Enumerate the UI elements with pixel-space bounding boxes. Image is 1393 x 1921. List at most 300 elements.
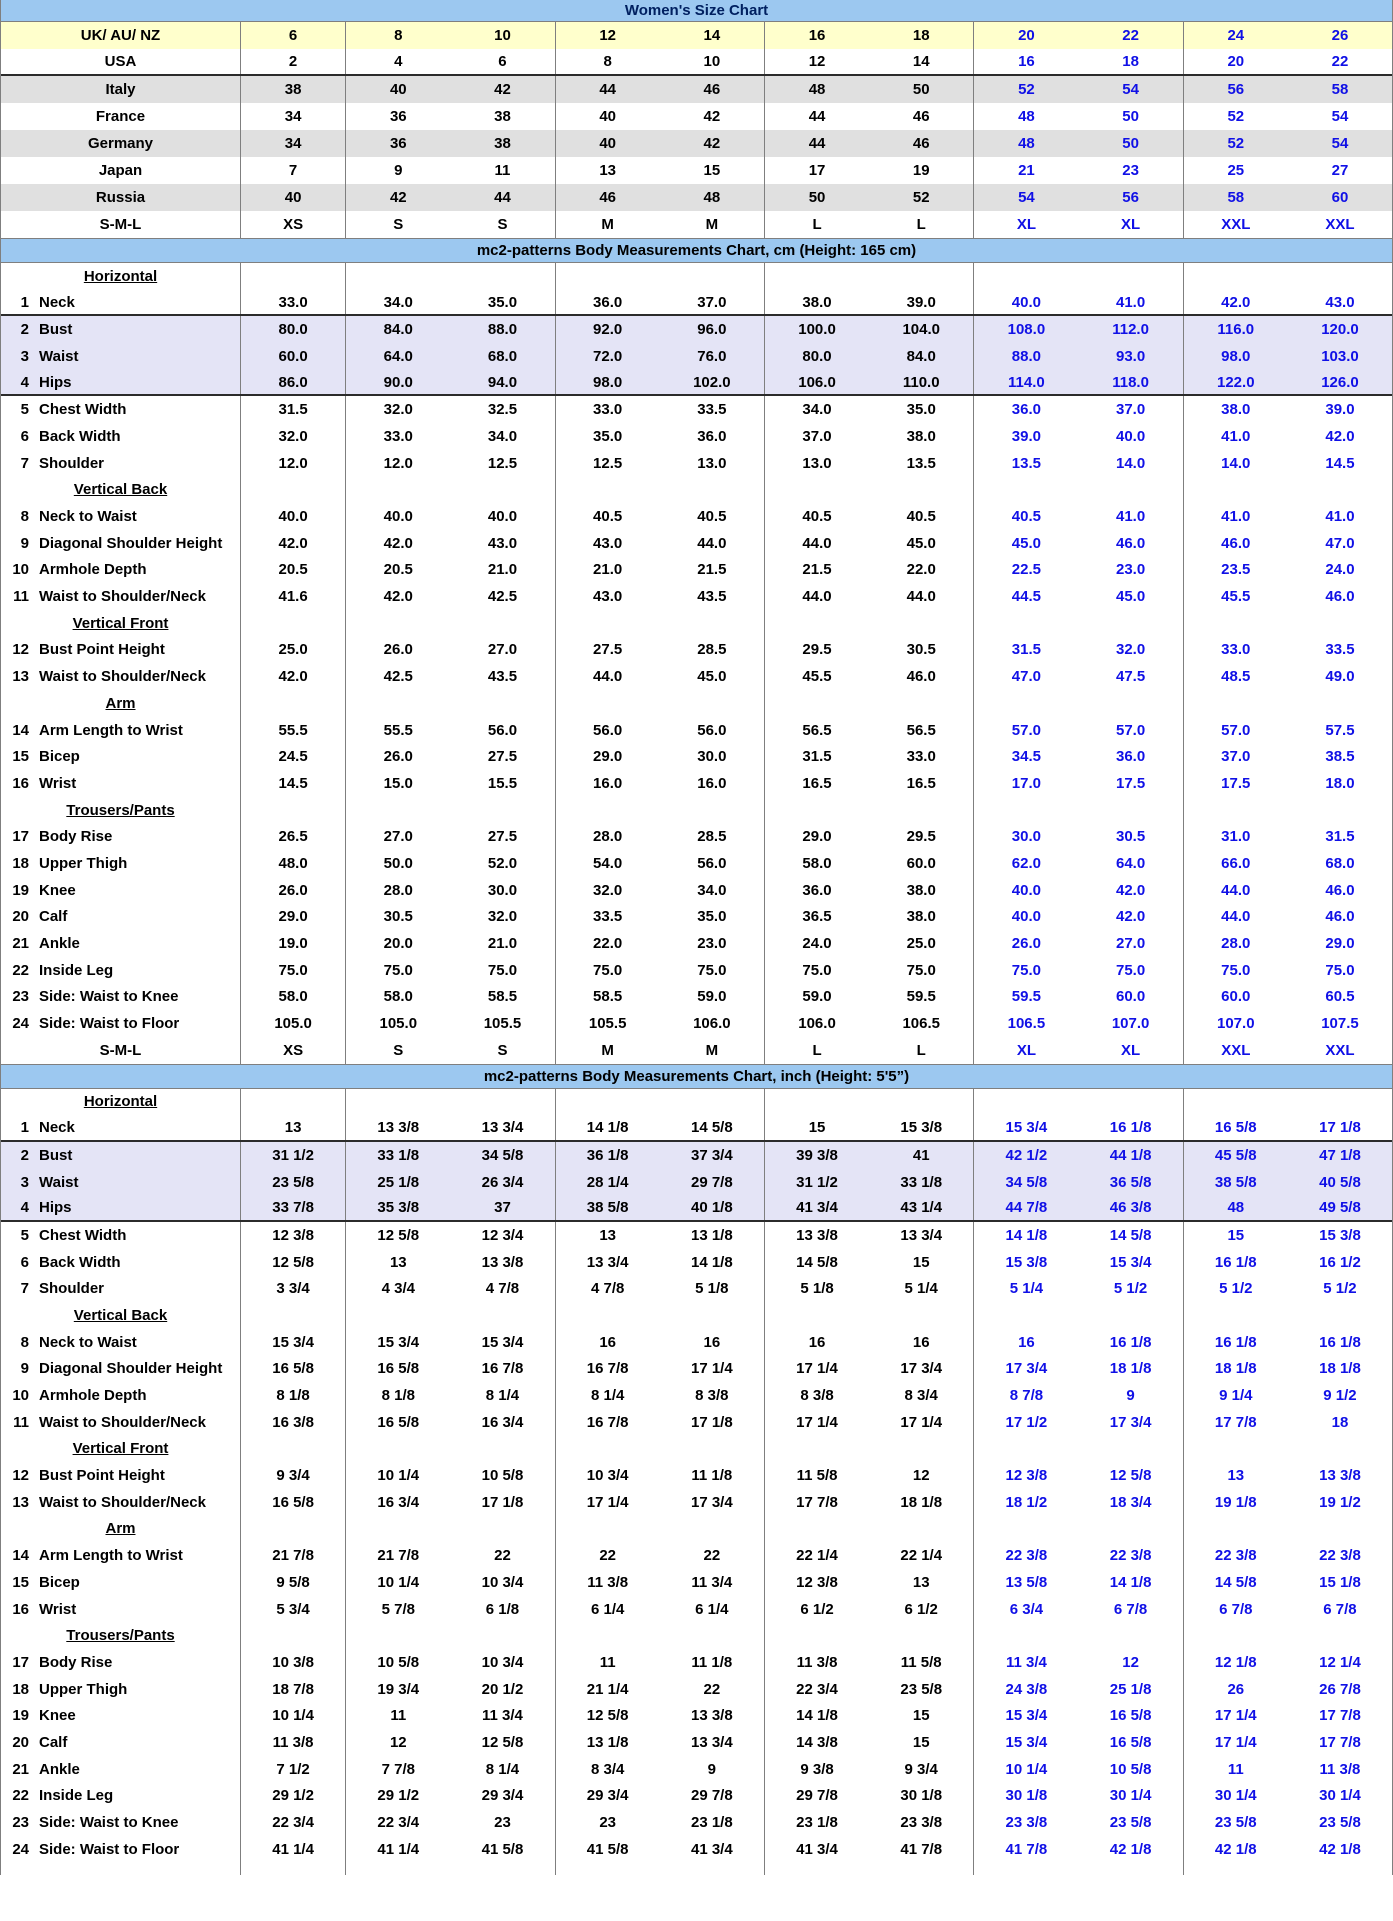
row-label: 3 Waist [1, 343, 241, 370]
row-label: S-M-L [1, 211, 241, 238]
value-cell: 106.5 [869, 1010, 974, 1037]
value-cell: 21 [1018, 162, 1035, 179]
value-cell [556, 1516, 660, 1543]
value-cell: 30 1/4 [1079, 1783, 1184, 1810]
value-cell: 27.5 [450, 743, 555, 770]
value-cell: 12 [869, 1462, 974, 1489]
value-cell [869, 477, 974, 504]
value-cell [1079, 797, 1184, 824]
section-label: Arm [1, 1516, 241, 1543]
value-cell: 34 5/8 [450, 1142, 555, 1169]
value-cell: 37.0 [660, 290, 765, 315]
value-cell: 58.5 [450, 984, 555, 1011]
value-cell: 17.0 [1011, 774, 1041, 792]
value-cell: 8 7/8 [1009, 1387, 1044, 1405]
value-cell: 47 1/8 [1319, 1146, 1361, 1164]
value-cell [450, 610, 555, 637]
table-row [1, 423, 1392, 450]
value-cell: 37 [450, 1195, 555, 1220]
value-cell: 23.0 [660, 930, 765, 957]
value-cell: 58 [1331, 81, 1349, 98]
value-cell: 43 1/4 [869, 1195, 974, 1220]
value-cell: 31.5 [1325, 828, 1355, 846]
value-cell: 41 3/4 [796, 1199, 838, 1217]
value-cell: 80.0 [241, 316, 346, 343]
value-cell: 32.0 [593, 881, 623, 899]
value-cell: 15 [869, 1249, 974, 1276]
value-cell: 17 1/4 [796, 1413, 838, 1431]
value-cell: 26 3/4 [450, 1169, 555, 1196]
value-cell: 43.0 [450, 530, 555, 557]
value-cell [660, 1622, 765, 1649]
value-cell: 29.0 [1325, 935, 1355, 953]
value-cell: 15.5 [450, 770, 555, 797]
value-cell: 68.0 [450, 343, 555, 370]
value-cell [1079, 1622, 1184, 1649]
value-cell: 5 1/8 [660, 1275, 765, 1302]
value-cell: 14 3/8 [796, 1733, 838, 1751]
value-cell: 39.0 [1011, 427, 1041, 445]
value-cell: 48 [660, 184, 765, 211]
value-cell: 30.5 [1079, 823, 1184, 850]
row-label: 2 Bust [1, 316, 241, 343]
table-row [1, 130, 1392, 157]
value-cell [346, 797, 450, 824]
value-cell: 44.0 [660, 530, 765, 557]
value-cell: 59.0 [660, 984, 765, 1011]
table-row [1, 1249, 1392, 1276]
value-cell: 55.5 [383, 721, 413, 739]
value-cell: 46.0 [1079, 530, 1184, 557]
value-cell: 34.0 [660, 877, 765, 904]
value-cell [869, 610, 974, 637]
value-cell [869, 1436, 974, 1463]
table-row [1, 530, 1392, 557]
value-cell: 47.0 [1325, 534, 1355, 552]
value-cell: 75.0 [1011, 961, 1041, 979]
value-cell: S [450, 211, 555, 238]
value-cell [241, 1436, 346, 1463]
value-cell [1184, 610, 1288, 637]
value-cell: 43.0 [593, 588, 623, 606]
value-cell [660, 1863, 765, 1875]
value-cell: 22.0 [593, 935, 623, 953]
value-cell: 31.5 [802, 748, 832, 766]
table-row [1, 103, 1392, 130]
value-cell: 29 7/8 [660, 1783, 765, 1810]
value-cell: 16.5 [869, 770, 974, 797]
value-cell: 33.0 [593, 401, 623, 419]
value-cell: 23 5/8 [869, 1676, 974, 1703]
value-cell: 30.0 [1011, 828, 1041, 846]
value-cell: 30.5 [869, 637, 974, 664]
value-cell: 29.0 [593, 748, 623, 766]
value-cell: 11 1/8 [660, 1462, 765, 1489]
value-cell: 20.5 [383, 561, 413, 579]
value-cell [1184, 477, 1288, 504]
value-cell: 45.0 [869, 530, 974, 557]
value-cell: 42.0 [1221, 293, 1251, 311]
value-cell: 11 3/4 [660, 1569, 765, 1596]
value-cell: 118.0 [1079, 370, 1184, 395]
value-cell: 22 [660, 1542, 765, 1569]
row-label: 5 Chest Width [1, 1222, 241, 1249]
row-label: 6 Back Width [1, 423, 241, 450]
value-cell: 84.0 [383, 321, 413, 339]
value-cell: 60.5 [1325, 988, 1355, 1006]
section-label: Vertical Back [1, 477, 241, 504]
value-cell: 16 [1018, 53, 1035, 70]
value-cell: 46 [869, 103, 974, 130]
row-label: Italy [1, 76, 241, 103]
table-row [1, 1676, 1392, 1703]
value-cell: 31.0 [1221, 828, 1251, 846]
value-cell: 42 1/8 [1214, 1840, 1257, 1858]
value-cell: L [869, 211, 974, 238]
row-label: Russia [1, 184, 241, 211]
value-cell: 40.5 [660, 503, 765, 530]
table-row [1, 663, 1392, 690]
value-cell: 18 1/8 [1319, 1360, 1361, 1378]
row-label: 21 Ankle [1, 1756, 241, 1783]
value-cell: 30 1/4 [1214, 1787, 1257, 1805]
value-cell: 12 1/4 [1319, 1653, 1361, 1671]
value-cell: 25 [1227, 162, 1245, 179]
section-row [1, 1516, 1392, 1543]
table-row [1, 1037, 1392, 1064]
value-cell: 36 [389, 108, 407, 125]
value-cell: 18 1/8 [869, 1489, 974, 1516]
row-label: 18 Upper Thigh [1, 1676, 241, 1703]
value-cell: 36 [389, 135, 407, 152]
value-cell: 16 5/8 [1079, 1702, 1184, 1729]
value-cell: 13.0 [660, 450, 765, 477]
table-row [1, 22, 1392, 49]
value-cell: 26.0 [1011, 935, 1041, 953]
table-row [1, 184, 1392, 211]
value-cell [765, 477, 869, 504]
value-cell: 4 7/8 [590, 1280, 625, 1298]
value-cell: 98.0 [593, 373, 623, 391]
value-cell: 88.0 [1011, 347, 1041, 365]
value-cell: 33.5 [593, 908, 623, 926]
value-cell: 44.0 [869, 583, 974, 610]
value-cell: 33.0 [383, 427, 413, 445]
value-cell: 18 [869, 22, 974, 49]
value-cell [241, 263, 346, 290]
value-cell: 11 3/8 [587, 1573, 629, 1591]
value-cell: 13 3/8 [1319, 1467, 1361, 1485]
value-cell [974, 263, 1078, 290]
value-cell: 59.5 [1011, 988, 1041, 1006]
value-cell: 28 1/4 [586, 1173, 629, 1191]
value-cell [1184, 1622, 1288, 1649]
value-cell: 34.0 [802, 401, 832, 419]
value-cell: 42.0 [1079, 904, 1184, 931]
value-cell: 16 3/4 [377, 1493, 420, 1511]
value-cell: 14 [660, 22, 765, 49]
value-cell: 42 1/2 [1005, 1146, 1048, 1164]
value-cell [660, 263, 765, 290]
value-cell: 16 1/8 [1319, 1333, 1361, 1351]
value-cell: 6 [241, 22, 346, 49]
value-cell: 92.0 [593, 321, 623, 339]
value-cell: 16 5/8 [377, 1413, 420, 1431]
value-cell: 12 [599, 27, 616, 44]
value-cell: XL [1016, 1041, 1036, 1059]
table-row [1, 1809, 1392, 1836]
value-cell: 3 3/4 [241, 1275, 346, 1302]
value-cell: 29.0 [802, 828, 832, 846]
value-cell: 16.5 [802, 774, 832, 792]
value-cell: 17.5 [1221, 774, 1251, 792]
value-cell: 45.0 [1079, 583, 1184, 610]
table-row [1, 743, 1392, 770]
value-cell [1288, 1863, 1392, 1875]
value-cell: 105.0 [379, 1015, 418, 1033]
value-cell: 120.0 [1321, 321, 1359, 339]
value-cell: 105.5 [450, 1010, 555, 1037]
value-cell: 10 1/4 [377, 1573, 420, 1591]
table-row [1, 1275, 1392, 1302]
value-cell: 49 5/8 [1319, 1199, 1361, 1217]
value-cell: XXL [1221, 1041, 1251, 1059]
value-cell: 84.0 [869, 343, 974, 370]
value-cell: 56.0 [450, 717, 555, 744]
value-cell: 40.0 [383, 508, 413, 526]
value-cell: 23 5/8 [241, 1169, 346, 1196]
value-cell: 86.0 [241, 370, 346, 395]
value-cell: 18 3/4 [1079, 1489, 1184, 1516]
value-cell: 42.0 [383, 588, 413, 606]
table-bottom-stub [1, 1863, 1392, 1875]
value-cell: 40.5 [869, 503, 974, 530]
value-cell: 47.5 [1079, 663, 1184, 690]
value-cell [1079, 1863, 1184, 1875]
table-row [1, 1115, 1392, 1142]
value-cell [1288, 1516, 1392, 1543]
value-cell: 17 1/2 [1005, 1413, 1048, 1431]
value-cell [869, 263, 974, 290]
value-cell: 13 3/8 [796, 1226, 838, 1244]
value-cell: 40 [599, 108, 616, 125]
value-cell: 16 1/8 [1079, 1115, 1184, 1140]
value-cell: 40.5 [802, 508, 832, 526]
value-cell: S [450, 1037, 555, 1064]
value-cell [1184, 690, 1288, 717]
value-cell: 12 5/8 [1079, 1462, 1184, 1489]
value-cell [1184, 1863, 1288, 1875]
value-cell [346, 1863, 450, 1875]
value-cell: 7 7/8 [381, 1760, 415, 1778]
value-cell: 23 1/8 [796, 1814, 838, 1832]
value-cell: M [601, 216, 614, 233]
value-cell: 6 1/8 [450, 1596, 555, 1623]
table-row [1, 1569, 1392, 1596]
row-label: 24 Side: Waist to Floor [1, 1010, 241, 1037]
value-cell: 18 [1079, 49, 1184, 74]
value-cell: 9 [660, 1756, 765, 1783]
value-cell: 45 5/8 [1214, 1146, 1257, 1164]
value-cell: 17 1/4 [869, 1409, 974, 1436]
value-cell: 26.5 [241, 823, 346, 850]
row-label: S-M-L [1, 1037, 241, 1064]
value-cell: 15 [869, 1702, 974, 1729]
value-cell: 10 5/8 [1079, 1756, 1184, 1783]
value-cell: 16 7/8 [450, 1356, 555, 1383]
value-cell: 36 5/8 [1079, 1169, 1184, 1196]
value-cell: L [812, 1041, 822, 1059]
value-cell: 38.0 [869, 904, 974, 931]
value-cell: 18 7/8 [241, 1676, 346, 1703]
value-cell: 8 [603, 53, 612, 70]
row-label: 12 Bust Point Height [1, 637, 241, 664]
value-cell: 6 1/2 [869, 1596, 974, 1623]
value-cell: 13.5 [1011, 454, 1041, 472]
value-cell: 2 [241, 49, 346, 74]
value-cell: 41 5/8 [586, 1840, 629, 1858]
value-cell [869, 1089, 974, 1116]
value-cell: 46 [599, 189, 616, 206]
value-cell: 54 [1331, 135, 1349, 152]
value-cell: 22.0 [869, 557, 974, 584]
value-cell: 6 7/8 [1219, 1600, 1253, 1618]
value-cell [869, 1516, 974, 1543]
value-cell [765, 610, 869, 637]
row-label: 10 Armhole Depth [1, 1382, 241, 1409]
value-cell: 41.6 [241, 583, 346, 610]
value-cell: 41 1/4 [241, 1836, 346, 1863]
value-cell: 64.0 [1079, 850, 1184, 877]
value-cell: 102.0 [660, 370, 765, 395]
row-label: 17 Body Rise [1, 823, 241, 850]
value-cell: 12 3/4 [450, 1222, 555, 1249]
value-cell: 40 [389, 81, 407, 98]
table-row [1, 1329, 1392, 1356]
value-cell: 38.0 [1221, 401, 1251, 419]
value-cell: 6 [450, 49, 555, 74]
value-cell: 11 [599, 1653, 616, 1671]
table-row [1, 850, 1392, 877]
value-cell: L [869, 1037, 974, 1064]
value-cell [765, 690, 869, 717]
value-cell: 45.0 [660, 663, 765, 690]
value-cell: 34.5 [1011, 748, 1041, 766]
value-cell: 29 3/4 [450, 1783, 555, 1810]
value-cell: 8 3/8 [800, 1387, 834, 1405]
value-cell [450, 263, 555, 290]
value-cell: 100.0 [798, 321, 836, 339]
value-cell [660, 690, 765, 717]
value-cell: 23 [1079, 157, 1184, 184]
value-cell: 41.0 [1079, 503, 1184, 530]
value-cell: 9 [394, 162, 403, 179]
value-cell: 24.0 [1325, 561, 1355, 579]
value-cell: 38.5 [1325, 748, 1355, 766]
value-cell: 14 1/8 [586, 1119, 629, 1137]
value-cell: 8 1/4 [450, 1756, 555, 1783]
value-cell: 45.5 [1221, 588, 1251, 606]
value-cell: 40.0 [450, 503, 555, 530]
value-cell: 5 7/8 [381, 1600, 415, 1618]
section-row [1, 263, 1392, 290]
value-cell: 40 [599, 135, 616, 152]
table-row [1, 1596, 1392, 1623]
value-cell [660, 1089, 765, 1116]
value-cell: 80.0 [802, 347, 832, 365]
value-cell: 44.5 [1011, 588, 1041, 606]
value-cell [660, 1302, 765, 1329]
value-cell [765, 1516, 869, 1543]
value-cell: 10 1/4 [1005, 1760, 1048, 1778]
value-cell: 32.0 [241, 423, 346, 450]
row-label: 15 Bicep [1, 743, 241, 770]
value-cell: 33 1/8 [377, 1146, 420, 1164]
section-label: Arm [1, 690, 241, 717]
value-cell: 15 3/4 [377, 1333, 420, 1351]
value-cell: 16 1/2 [1319, 1253, 1361, 1271]
cm-measurements-table [1, 263, 1392, 1064]
value-cell: 60.0 [1079, 984, 1184, 1011]
value-cell: 21 7/8 [377, 1547, 420, 1565]
row-label: 21 Ankle [1, 930, 241, 957]
value-cell: 56 [1227, 81, 1245, 98]
value-cell: 44.0 [593, 668, 623, 686]
value-cell: 16 [808, 1333, 826, 1351]
value-cell: 42 [660, 130, 765, 157]
value-cell: 38 [450, 130, 555, 157]
value-cell [241, 797, 346, 824]
value-cell: 14.0 [1079, 450, 1184, 477]
value-cell: XXL [1325, 216, 1355, 233]
table-row [1, 877, 1392, 904]
value-cell: 50.0 [383, 854, 413, 872]
value-cell: 41 5/8 [450, 1836, 555, 1863]
value-cell: 30.5 [383, 908, 413, 926]
value-cell: 21.5 [802, 561, 832, 579]
row-label: 23 Side: Waist to Knee [1, 1809, 241, 1836]
value-cell: 75.0 [802, 961, 832, 979]
value-cell: 15 [808, 1119, 826, 1137]
value-cell: 26 [1331, 27, 1349, 44]
value-cell: 13 3/8 [450, 1249, 555, 1276]
value-cell: 14 5/8 [796, 1253, 838, 1271]
value-cell: 17 1/4 [1214, 1707, 1257, 1725]
value-cell: 58.0 [241, 984, 346, 1011]
value-cell: 28.0 [1221, 935, 1251, 953]
section-row [1, 1089, 1392, 1116]
value-cell: 26 7/8 [1319, 1680, 1361, 1698]
value-cell: 52.0 [450, 850, 555, 877]
value-cell: 22 3/4 [377, 1814, 420, 1832]
value-cell: 16 5/8 [241, 1489, 346, 1516]
row-label: 4 Hips [1, 1195, 241, 1220]
value-cell: XL [1016, 216, 1036, 233]
value-cell: 13 3/4 [450, 1115, 555, 1140]
value-cell: 16 1/8 [1214, 1333, 1257, 1351]
value-cell: 7 1/2 [241, 1756, 346, 1783]
value-cell [1184, 797, 1288, 824]
value-cell [346, 477, 450, 504]
table-row [1, 1222, 1392, 1249]
value-cell: 31 1/2 [796, 1173, 838, 1191]
section-label: Vertical Front [1, 610, 241, 637]
value-cell: 18.0 [1325, 774, 1355, 792]
value-cell: 14.5 [1325, 454, 1355, 472]
value-cell: 43.5 [450, 663, 555, 690]
value-cell: 16 7/8 [586, 1360, 629, 1378]
value-cell: 116.0 [1217, 321, 1255, 339]
